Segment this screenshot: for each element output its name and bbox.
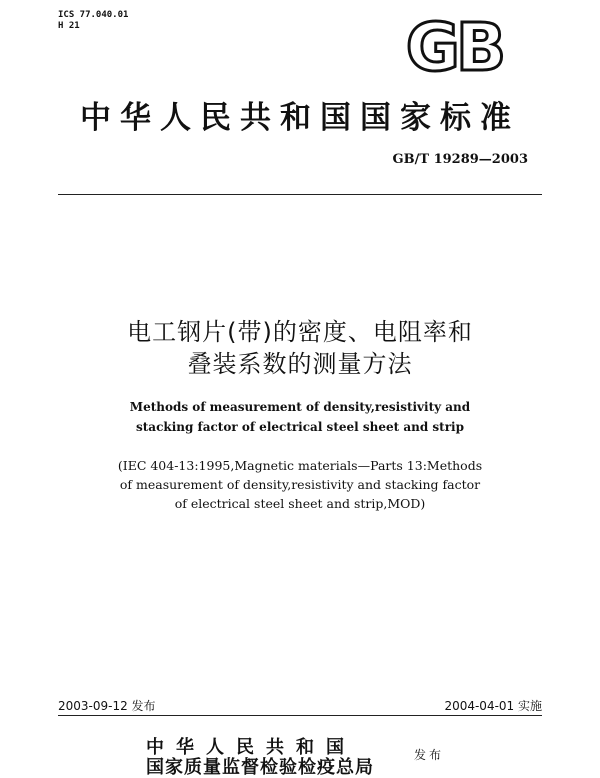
english-title-line-2: stacking factor of electrical steel sheet and strip	[136, 420, 464, 434]
standard-number: GB/T 19289—2003	[392, 152, 528, 167]
publisher-line-1: 中华人民共和国	[146, 737, 356, 758]
iec-reference-line-1: (IEC 404-13:1995,Magnetic materials—Parts 13:Methods	[117, 458, 483, 473]
chinese-title-line-2: 叠装系数的测量方法	[187, 350, 413, 378]
ics-code: ICS 77.040.01	[58, 10, 129, 20]
english-title-line-1: Methods of measurement of density,resistivity and	[129, 400, 471, 414]
bottom-divider	[58, 715, 542, 716]
ccs-code: H 21	[58, 21, 80, 31]
classification-codes	[58, 10, 128, 32]
iec-reference	[0, 456, 600, 513]
iec-reference-line-3: of electrical steel sheet and strip,MOD)	[174, 496, 426, 511]
standard-category-title: 中华人民共和国国家标准	[80, 100, 520, 136]
english-title	[0, 397, 600, 437]
publisher-block	[146, 738, 374, 778]
gb-logo-text: GB	[405, 14, 503, 76]
publisher-line-2: 国家质量监督检验检疫总局	[146, 757, 374, 778]
iec-reference-line-2: of measurement of density,resistivity and stacking factor	[119, 477, 481, 492]
chinese-title-line-1: 电工钢片(带)的密度、电阻率和	[127, 318, 473, 346]
publisher-action: 发布	[414, 748, 445, 762]
publication-date: 2003-09-12 发布	[58, 699, 156, 713]
gb-logo	[394, 14, 514, 76]
effective-date: 2004-04-01 实施	[444, 699, 542, 713]
top-divider	[58, 194, 542, 195]
